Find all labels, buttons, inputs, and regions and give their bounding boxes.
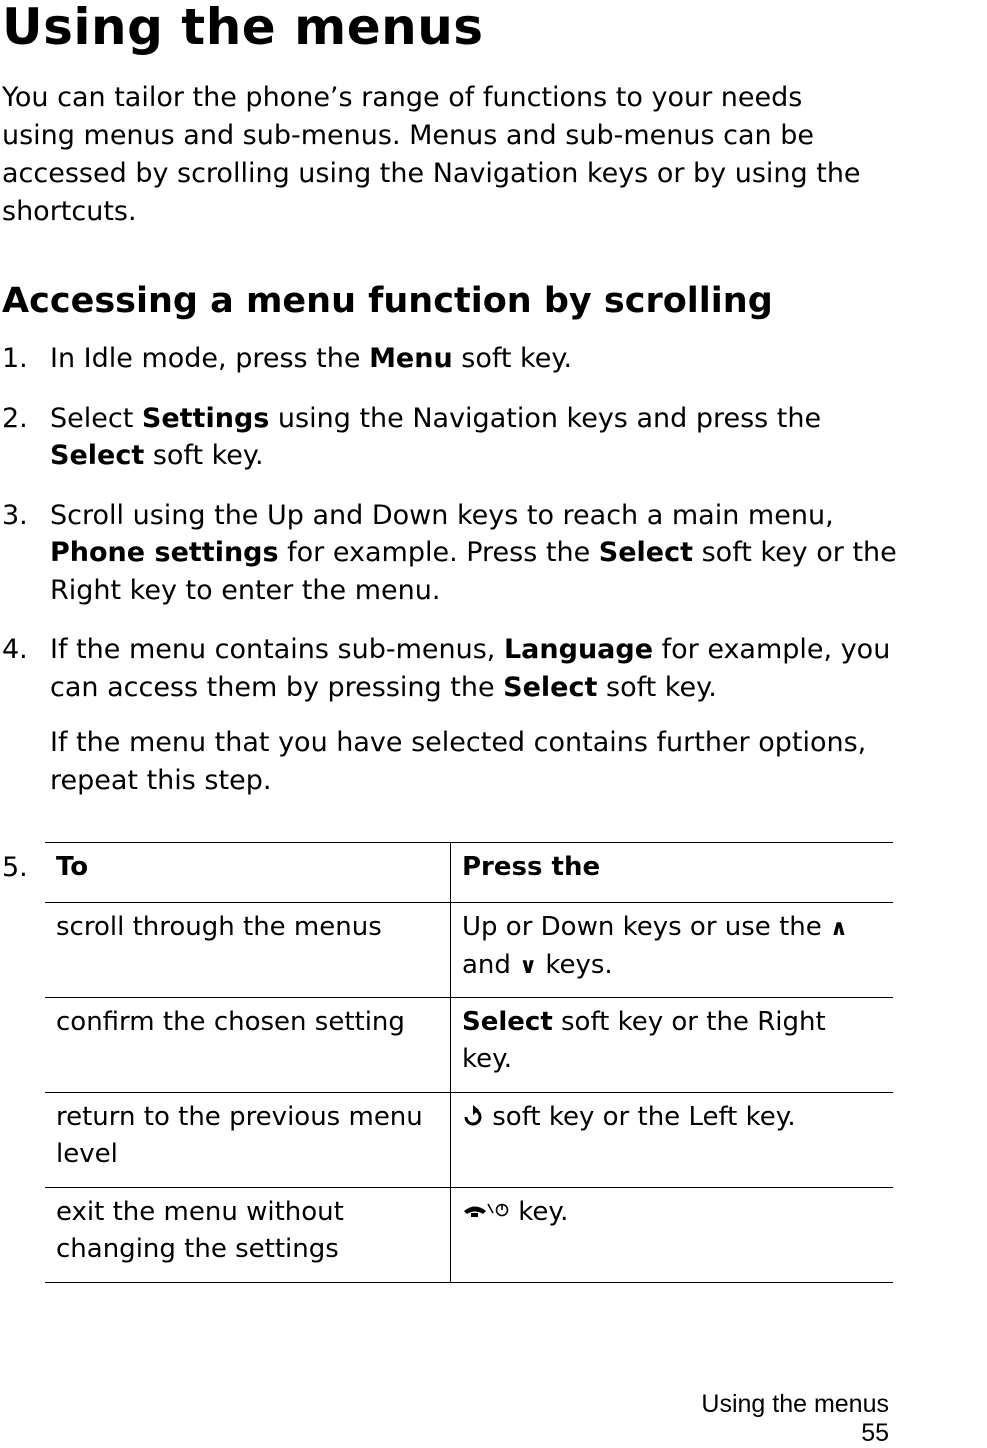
back-arrow-icon (462, 1104, 484, 1128)
page-number: 55 (861, 1419, 889, 1447)
key-name: Select (50, 440, 145, 471)
key-name: Select (598, 537, 694, 568)
step-text: In Idle mode, press the Menu soft key. (50, 343, 573, 374)
step-note: If the menu that you have selected contains further options, repeat this step. (50, 727, 867, 796)
step-item (0, 631, 900, 799)
step-number: 2. (2, 402, 28, 434)
table-cell-action: scroll through the menus (45, 903, 451, 998)
step-number: 5. (2, 852, 28, 883)
step-number: 3. (2, 499, 28, 531)
step-text: Scroll using the Up and Down keys to reach a main menu, Phone settings for example. Press the Select soft key or the Right key to enter the menu. (50, 499, 897, 606)
step-text: If the menu contains sub-menus, Language for example, you can access them by pressing the Select soft key. (50, 634, 891, 703)
up-arrow-icon: ∧ (830, 916, 848, 941)
step-number: 4. (2, 634, 28, 665)
table-cell-action: exit the menu without changing the settings (45, 1188, 451, 1283)
step-item (0, 400, 900, 475)
intro-paragraph: You can tailor the phone’s range of functions to your needs using menus and sub-menus. Menus and sub-menus can be accessed by scrolling using the Navigation keys or by using the shortcuts. (2, 82, 861, 227)
section-heading: Accessing a menu function by scrolling (2, 281, 773, 321)
key-table (45, 842, 893, 1283)
table-cell-key: key. (451, 1188, 894, 1283)
page-footer (701, 1390, 889, 1448)
menu-name: Language (503, 634, 654, 665)
key-name: Menu (369, 343, 453, 374)
table-row (45, 1188, 893, 1283)
step-item (0, 497, 900, 610)
table-cell-action: confirm the chosen setting (45, 998, 451, 1093)
table-row (45, 903, 893, 998)
key-name: Select (462, 1007, 553, 1037)
down-arrow-icon: ∨ (519, 954, 538, 979)
footer-section-title: Using the menus (701, 1390, 889, 1418)
menu-name: Phone settings (50, 537, 279, 568)
table-cell-key: soft key or the Left key. (451, 1093, 894, 1188)
column-header-press: Press the (451, 843, 894, 903)
steps-list (0, 340, 900, 821)
table-header-row (45, 843, 893, 903)
end-power-key-icon (462, 1200, 510, 1222)
column-header-to: To (45, 843, 451, 903)
step-text: Select Settings using the Navigation keys and press the Select soft key. (50, 402, 822, 471)
table-cell-key: Select soft key or the Right key. (451, 998, 894, 1093)
table-cell-key: Up or Down keys or use the ∧ and ∨ keys. (451, 903, 894, 998)
step-item (0, 340, 900, 378)
table-cell-action: return to the previous menu level (45, 1093, 451, 1188)
step-number: 1. (2, 343, 28, 374)
table-row (45, 1093, 893, 1188)
page-title: Using the menus (2, 0, 484, 56)
table-row (45, 998, 893, 1093)
key-name: Select (503, 671, 598, 703)
menu-name: Settings (141, 402, 270, 434)
